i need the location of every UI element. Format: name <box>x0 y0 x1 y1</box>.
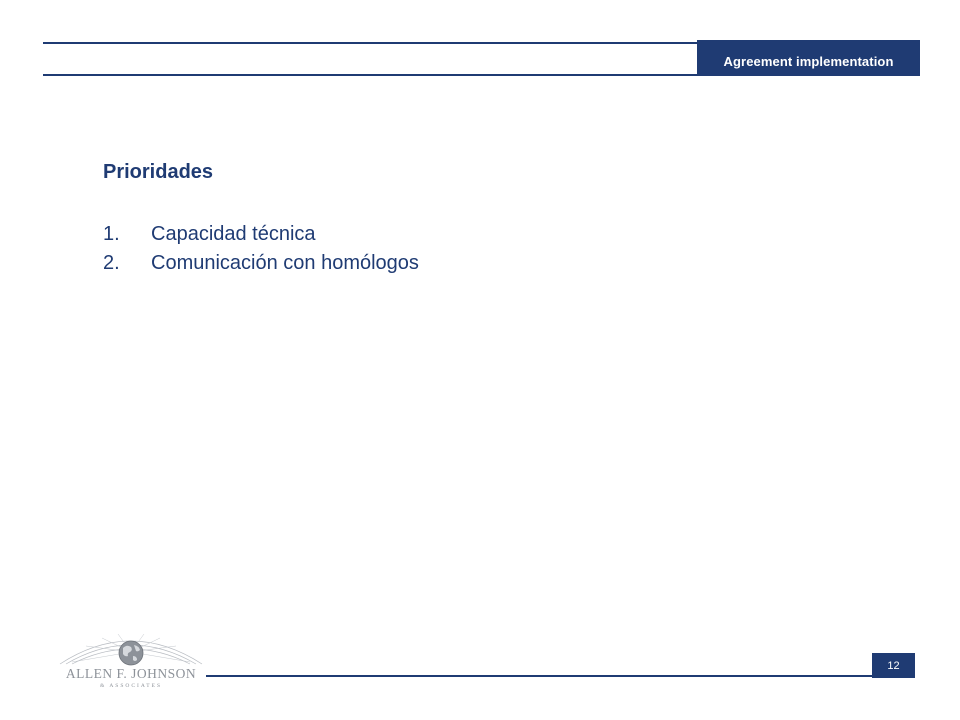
list-item <box>103 249 419 278</box>
list-item <box>103 220 419 249</box>
page-number: 12 <box>887 659 900 672</box>
section-title-tab <box>697 40 920 76</box>
footer-rule <box>206 675 872 677</box>
content-title: Prioridades <box>103 161 214 183</box>
list-item-label: Comunicación con homólogos <box>151 252 419 274</box>
page-number-badge <box>872 653 915 678</box>
header-rule-top <box>43 42 697 44</box>
list-item-label: Capacidad técnica <box>151 223 316 245</box>
logo-name-text: ALLEN F. JOHNSON <box>65 666 197 681</box>
list-item-number: 1. <box>103 223 120 245</box>
header-rule-bottom <box>43 74 697 76</box>
company-logo <box>52 632 210 690</box>
globe-icon <box>60 634 202 665</box>
section-title: Agreement implementation <box>723 53 894 69</box>
priority-list <box>103 220 419 278</box>
list-item-number: 2. <box>103 252 120 274</box>
logo-subtitle-text: & ASSOCIATES <box>99 683 163 689</box>
